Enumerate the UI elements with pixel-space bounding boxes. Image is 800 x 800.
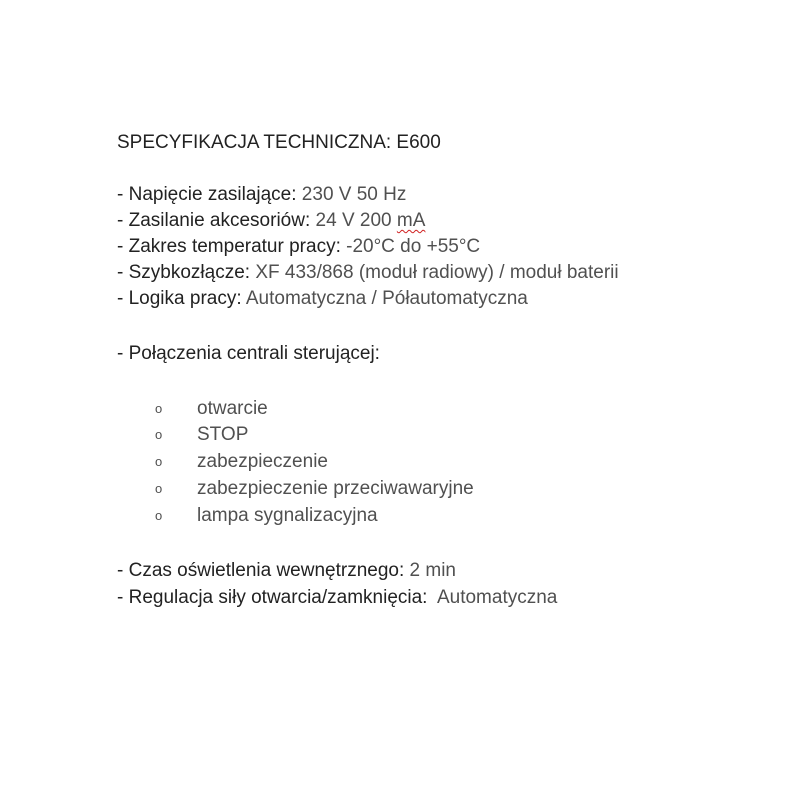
bullet-icon: o xyxy=(155,427,163,442)
spec-force-adjustment xyxy=(117,586,557,610)
list-item-label: lampa sygnalizacyjna xyxy=(197,505,378,526)
spec-supply-voltage xyxy=(117,183,406,207)
spec-operating-logic xyxy=(117,287,528,311)
spec-label: - Napięcie zasilające: xyxy=(117,184,297,205)
spec-label: - Zasilanie akcesoriów: xyxy=(117,210,311,231)
document-title: SPECYFIKACJA TECHNICZNA: E600 xyxy=(117,132,441,153)
list-item-label: zabezpieczenie xyxy=(197,451,328,472)
spec-accessory-power xyxy=(117,209,425,233)
spec-label: - Logika pracy: xyxy=(117,288,242,309)
spec-value: Automatyczna / Półautomatyczna xyxy=(241,288,528,309)
spell-check-flagged-unit: mA xyxy=(396,210,426,231)
bullet-icon: o xyxy=(155,401,163,416)
bullet-icon: o xyxy=(155,481,163,496)
spec-value: Automatyczna xyxy=(427,587,558,608)
spec-value: -20°C do +55°C xyxy=(340,236,481,257)
spec-label: - Regulacja siły otwarcia/zamknięcia: xyxy=(117,587,428,608)
spec-label: - Szybkozłącze: xyxy=(117,262,251,283)
list-item-label: zabezpieczenie przeciwawaryjne xyxy=(197,478,474,499)
list-item xyxy=(155,450,328,474)
spec-quick-connector xyxy=(117,261,619,285)
spec-temperature-range xyxy=(117,235,480,259)
list-item-label: otwarcie xyxy=(197,398,268,419)
spec-label: - Czas oświetlenia wewnętrznego: xyxy=(117,560,405,581)
spec-value: 230 V 50 Hz xyxy=(296,184,407,205)
bullet-icon: o xyxy=(155,508,163,523)
spec-label: - Zakres temperatur pracy: xyxy=(117,236,341,257)
spec-value: 2 min xyxy=(404,560,456,581)
list-item-label: STOP xyxy=(197,424,249,445)
spec-value: XF 433/868 (moduł radiowy) / moduł baterii xyxy=(250,262,619,283)
list-item xyxy=(155,423,248,447)
connections-heading: - Połączenia centrali sterującej: xyxy=(117,343,380,364)
list-item xyxy=(155,477,474,501)
list-item xyxy=(155,397,268,421)
spec-interior-light-time xyxy=(117,559,456,583)
spec-value: 24 V 200 xyxy=(310,210,397,231)
list-item xyxy=(155,504,378,528)
bullet-icon: o xyxy=(155,454,163,469)
